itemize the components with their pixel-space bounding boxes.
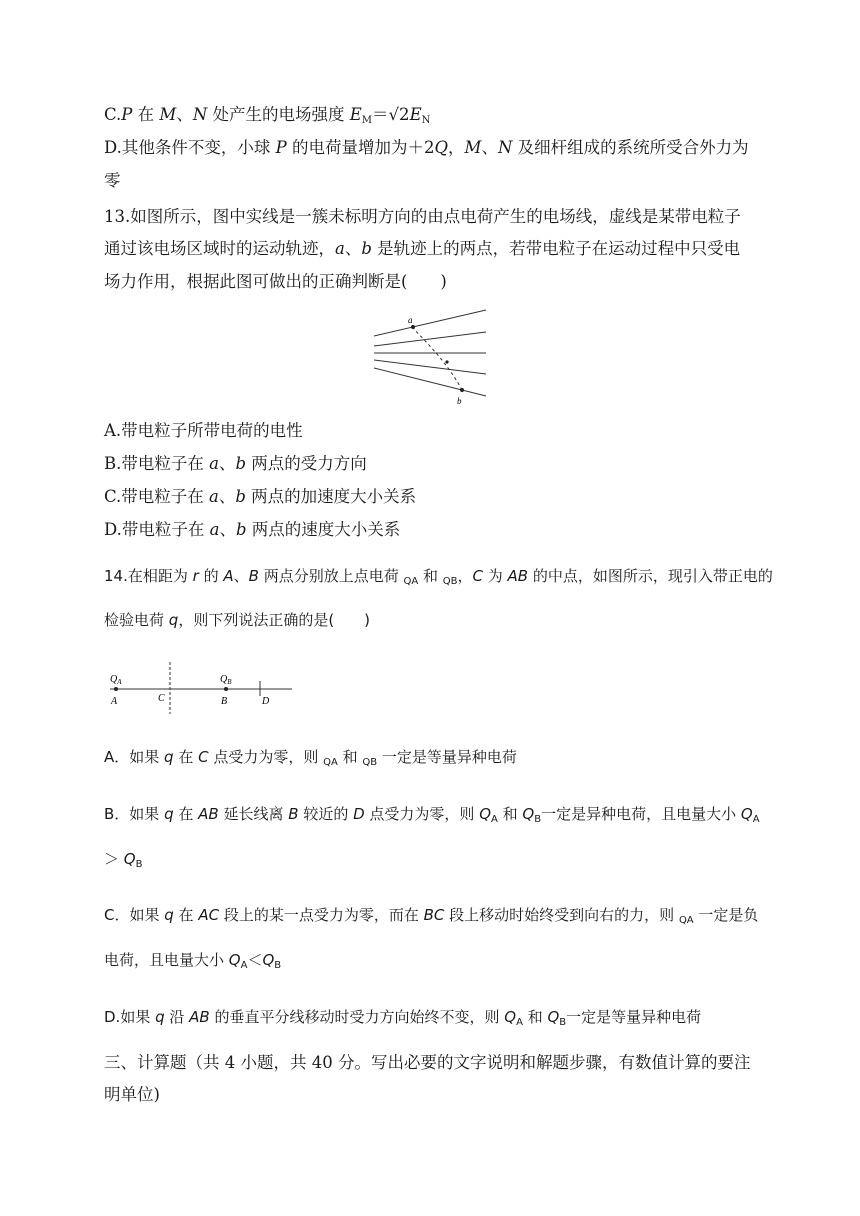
- point-a: [411, 325, 415, 329]
- label-d: D: [262, 696, 270, 707]
- label-b: B: [221, 696, 228, 707]
- q13-stem-line1: 13.如图所示，图中实线是一簇未标明方向的由点电荷产生的电场线，虚线是某带电粒子: [104, 207, 741, 226]
- q13-option-b: B.带电粒子在 a、b 两点的受力方向: [104, 454, 367, 473]
- q13-option-c: C.带电粒子在 a、b 两点的加速度大小关系: [104, 487, 417, 506]
- q13-stem-line3: 场力作用，根据此图可做出的正确判断是( ): [104, 272, 447, 291]
- q14-stem-line2: 检验电荷 q，则下列说法正确的是( ): [104, 611, 371, 629]
- field-line: [374, 310, 486, 336]
- q12-option-d: D.其他条件不变，小球 P 的电荷量增加为＋2Q，M、N 及细杆组成的系统所受合外力为: [104, 138, 749, 157]
- q14-option-c-cont: 电荷，且电量大小 $Q_A<Q_B$: [104, 951, 282, 971]
- q12-option-d-cont: 零: [104, 171, 121, 190]
- charges-line-figure: [106, 660, 298, 716]
- q13-option-a: A.带电粒子所带电荷的电性: [104, 421, 303, 440]
- field-lines-figure: [368, 306, 492, 408]
- field-line: [374, 332, 486, 346]
- charge-qa: [114, 687, 118, 691]
- charge-qb: [224, 687, 228, 691]
- label-qa: $Q_A$: [110, 674, 122, 686]
- q14-option-a: A．如果 q 在 C 点受力为零，则 $_{QA}$ 和 $_{QB}$ 一定是等量异种电荷: [104, 748, 517, 768]
- label-a: a: [408, 315, 413, 325]
- q14-option-d: D.如果 q 沿 AB 的垂直平分线移动时受力方向始终不变，则 $Q_A$ 和 $Q_B$一定是等量异种电荷: [104, 1008, 702, 1028]
- label-a: A: [111, 696, 118, 707]
- point-b: [460, 388, 464, 392]
- label-b: b: [457, 396, 462, 406]
- label-c: C: [158, 693, 165, 704]
- q14-option-b-cont: ＞ $Q_B$: [104, 850, 143, 870]
- section3-heading: 三、计算题（共 4 小题，共 40 分。写出必要的文字说明和解题步骤，有数值计算的要注: [104, 1053, 751, 1072]
- q14-option-c: C．如果 q 在 AC 段上的某一点受力为零，而在 BC 段上移动时始终受到向右的力，则 $_{QA}$ 一定是负: [104, 906, 759, 926]
- trajectory-dashed-path: [412, 327, 462, 390]
- q14-stem-line1: 14.在相距为 r 的 A、B 两点分别放上点电荷 $_{QA}$ 和 $_{QB}$，C 为 AB 的中点，如图所示，现引入带正电的: [104, 567, 773, 587]
- q13-stem-line2: 通过该电场区域时的运动轨迹，a、b 是轨迹上的两点，若带电粒子在运动过程中只受电: [104, 239, 741, 258]
- q14-option-b: B．如果 q 在 AB 延长线离 B 较近的 D 点受力为零，则 $Q_A$ 和 $Q_B$一定是异种电荷，且电量大小 $Q_A$: [104, 805, 760, 825]
- q13-option-d: D.带电粒子在 a、b 两点的速度大小关系: [104, 520, 401, 539]
- label-qb: $Q_B$: [220, 674, 232, 686]
- q12-option-c: C.P 在 M、N 处产生的电场强度 $E_M=√2E_N$: [104, 105, 431, 126]
- section3-heading-cont: 明单位): [104, 1085, 160, 1104]
- trajectory-dot: [445, 360, 448, 363]
